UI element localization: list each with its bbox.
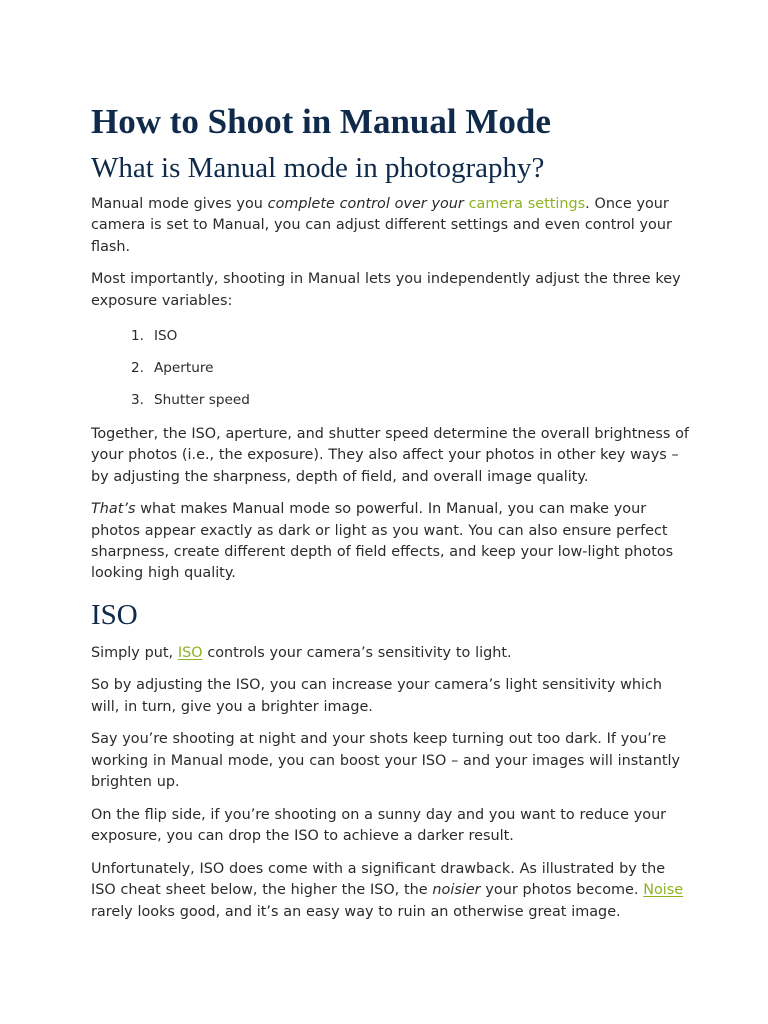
list-item (131, 328, 691, 345)
paragraph-manual-intro (91, 194, 691, 258)
text-run: your photos become. (480, 882, 644, 899)
list-item (131, 392, 691, 409)
text-run: Simply put, (91, 644, 178, 661)
list-number: 2. (131, 359, 144, 376)
emphasis-text: complete control over your (267, 196, 464, 212)
page-title: How to Shoot in Manual Mode (91, 102, 551, 141)
paragraph-iso-sunny: On the flip side, if you’re shooting on a sunny day and you want to reduce your exposure, you can drop the ISO to achieve a darker result. (91, 806, 667, 845)
section-heading-manual-mode: What is Manual mode in photography? (91, 152, 545, 184)
emphasis-text: That’s (91, 501, 136, 518)
text-run: what makes Manual mode so powerful. In Manual, you can make your photos appear exactly as dark or light as you want. You can also ensure perfect sharpness, create different depth of field effects, and keep your low-light photos looking high quality. (91, 501, 674, 582)
list-item (131, 360, 691, 377)
paragraph-iso-definition (91, 643, 691, 664)
paragraph-iso-brighter: So by adjusting the ISO, you can increase your camera’s light sensitivity which will, in turn, give you a brighter image. (91, 677, 663, 715)
paragraph-manual-power (91, 499, 691, 584)
iso-link[interactable]: ISO (177, 644, 203, 661)
emphasis-text: noisier (432, 882, 481, 899)
text-run: rarely looks good, and it’s an easy way to ruin an otherwise great image. (91, 903, 621, 920)
section-heading-iso: ISO (91, 598, 138, 631)
list-item-label: ISO (154, 327, 178, 344)
text-run: controls your camera’s sensitivity to light. (202, 644, 512, 661)
list-item-label: Shutter speed (154, 391, 250, 408)
list-item-label: Aperture (154, 359, 214, 376)
paragraph-exposure-variables: Most importantly, shooting in Manual lets you independently adjust the three key exposure variables: (91, 271, 681, 309)
noise-link[interactable]: Noise (643, 882, 684, 899)
text-run: Unfortunately, ISO does come with a significant drawback. As illustrated by the ISO cheat sheet below, the higher the ISO, the (91, 860, 666, 899)
exposure-variables-list (91, 328, 691, 409)
paragraph-iso-noise (91, 859, 691, 923)
paragraph-iso-night: Say you’re shooting at night and your shots keep turning out too dark. If you’re working in Manual mode, you can boost your ISO – and your images will instantly brighten up. (91, 731, 681, 791)
camera-settings-link[interactable]: camera settings (468, 196, 586, 212)
paragraph-brightness: Together, the ISO, aperture, and shutter speed determine the overall brightness of your photos (i.e., the exposure). They also affect your photos in other key ways – by adjusting the sharpness, depth of field, and overall image quality. (91, 425, 689, 485)
text-run: Manual mode gives you (91, 196, 268, 212)
text-run: . Once your camera is set to Manual, you can adjust different settings and even control your flash. (91, 196, 672, 255)
list-number: 1. (131, 327, 144, 344)
article-body (91, 100, 691, 934)
list-number: 3. (131, 391, 144, 408)
